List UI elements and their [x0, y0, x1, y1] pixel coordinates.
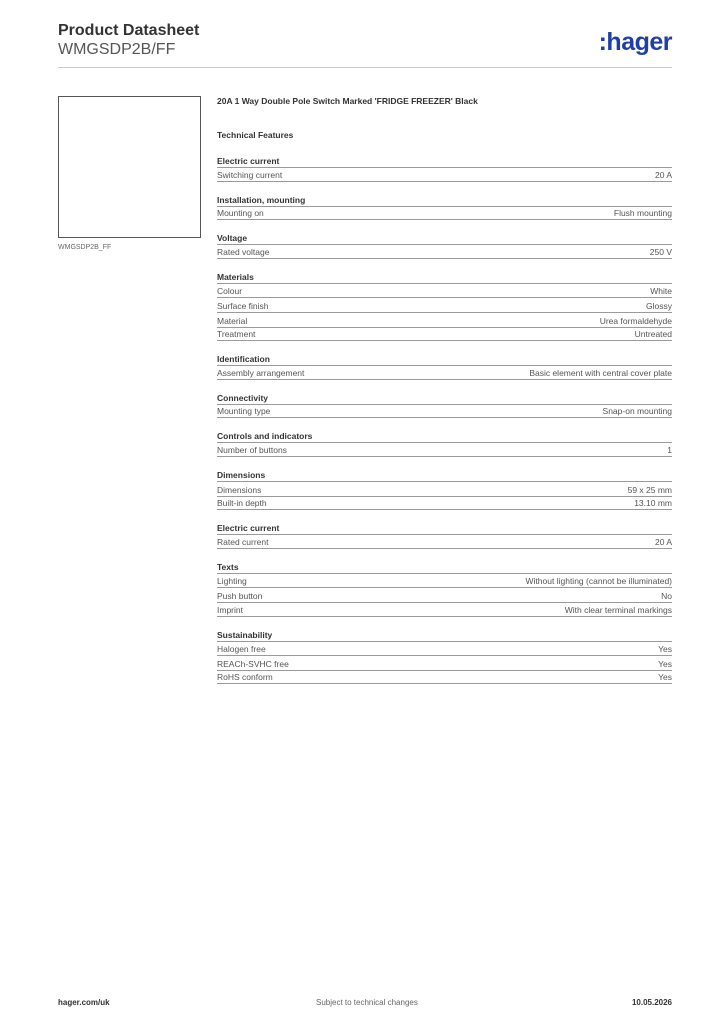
- spec-label: Switching current: [217, 169, 283, 180]
- spec-rows: [217, 206, 672, 221]
- spec-label: RoHS conform: [217, 672, 273, 683]
- spec-group-title: Sustainability: [217, 629, 273, 640]
- spec-value: Untreated: [634, 329, 672, 340]
- features-heading: Technical Features: [217, 130, 294, 140]
- spec-label: Built-in depth: [217, 498, 267, 509]
- spec-group: [217, 194, 672, 221]
- spec-row: [217, 404, 672, 419]
- spec-group: [217, 232, 672, 259]
- spec-value: Snap-on mounting: [602, 406, 672, 417]
- spec-group-title: Controls and indicators: [217, 431, 313, 442]
- spec-rows: [217, 481, 672, 510]
- spec-label: REACh-SVHC free: [217, 658, 289, 669]
- spec-rows: [217, 534, 672, 549]
- spec-label: Surface finish: [217, 300, 269, 311]
- spec-group-title: Voltage: [217, 233, 248, 244]
- spec-group: [217, 353, 672, 380]
- spec-value: 1: [667, 444, 672, 455]
- spec-row: [217, 206, 672, 221]
- spec-label: Mounting type: [217, 406, 271, 417]
- spec-value: Yes: [658, 644, 672, 655]
- spec-group-title: Electric current: [217, 156, 280, 166]
- spec-value: 250 V: [649, 246, 672, 257]
- spec-value: 20 A: [654, 169, 672, 180]
- spec-group: [217, 522, 672, 549]
- spec-row: [217, 365, 672, 380]
- spec-value: Flush mounting: [613, 208, 672, 219]
- spec-row: [217, 283, 672, 298]
- footer-date: 10.05.2026: [631, 998, 672, 1007]
- document-title: Product Datasheet: [58, 22, 200, 39]
- spec-row: [217, 534, 672, 549]
- spec-label: Material: [217, 315, 248, 326]
- spec-rows: [217, 641, 672, 685]
- spec-group: [217, 155, 672, 182]
- product-title: 20A 1 Way Double Pole Switch Marked 'FRIDGE FREEZER' Black: [217, 96, 478, 106]
- spec-group: [217, 629, 672, 685]
- spec-group-title: Dimensions: [217, 469, 266, 480]
- spec-value: Yes: [658, 672, 672, 683]
- spec-group: [217, 561, 672, 617]
- spec-value: Yes: [658, 658, 672, 669]
- spec-value: 59 x 25 mm: [627, 484, 672, 495]
- spec-row: [217, 641, 672, 656]
- spec-groups: [217, 155, 672, 684]
- spec-row: [217, 496, 672, 511]
- spec-group-title: Electric current: [217, 523, 280, 534]
- spec-label: Number of buttons: [217, 444, 287, 455]
- spec-group-title: Connectivity: [217, 392, 269, 403]
- spec-label: Rated current: [217, 536, 269, 547]
- spec-label: Lighting: [217, 576, 247, 587]
- spec-rows: [217, 404, 672, 419]
- hager-logo: :hager: [598, 28, 672, 56]
- spec-rows: [217, 283, 672, 341]
- spec-row: [217, 297, 672, 312]
- spec-group-title: Materials: [217, 271, 254, 282]
- spec-label: Push button: [217, 590, 263, 601]
- spec-label: Dimensions: [217, 484, 262, 495]
- spec-value: White: [650, 286, 672, 297]
- spec-label: Colour: [217, 286, 243, 297]
- spec-rows: [217, 573, 672, 617]
- spec-content: [217, 95, 672, 684]
- spec-value: 13.10 mm: [634, 498, 672, 509]
- spec-value: Without lighting (cannot be illuminated): [525, 576, 672, 587]
- page-header: [58, 20, 672, 68]
- spec-group: [217, 469, 672, 510]
- spec-label: Mounting on: [217, 208, 264, 219]
- spec-row: [217, 442, 672, 457]
- spec-rows: [217, 442, 672, 457]
- spec-label: Assembly arrangement: [217, 367, 305, 378]
- product-image: [58, 96, 201, 238]
- spec-row: [217, 481, 672, 496]
- image-caption: WMGSDP2B_FF: [58, 244, 112, 251]
- spec-rows: [217, 244, 672, 259]
- page-footer: [58, 998, 672, 1010]
- spec-row: [217, 602, 672, 617]
- spec-value: No: [661, 590, 672, 601]
- spec-row: [217, 327, 672, 342]
- spec-row: [217, 655, 672, 670]
- spec-value: With clear terminal markings: [564, 604, 672, 615]
- footer-notice: Subject to technical changes: [316, 998, 418, 1007]
- spec-group: [217, 392, 672, 419]
- spec-rows: [217, 167, 672, 182]
- spec-rows: [217, 365, 672, 380]
- spec-row: [217, 244, 672, 259]
- spec-row: [217, 312, 672, 327]
- spec-value: Urea formaldehyde: [599, 315, 672, 326]
- spec-label: Rated voltage: [217, 246, 270, 257]
- product-code: WMGSDP2B/FF: [58, 41, 176, 58]
- spec-value: Glossy: [646, 300, 672, 311]
- spec-value: 20 A: [654, 536, 672, 547]
- spec-label: Treatment: [217, 329, 256, 340]
- footer-website-link[interactable]: hager.com/uk: [58, 998, 110, 1007]
- spec-row: [217, 587, 672, 602]
- spec-group-title: Identification: [217, 354, 270, 365]
- spec-label: Imprint: [217, 604, 243, 615]
- spec-row: [217, 573, 672, 588]
- spec-row: [217, 670, 672, 685]
- spec-group-title: Texts: [217, 561, 239, 572]
- spec-label: Halogen free: [217, 644, 266, 655]
- spec-group-title: Installation, mounting: [217, 194, 306, 205]
- spec-row: [217, 167, 672, 182]
- spec-value: Basic element with central cover plate: [529, 367, 672, 378]
- spec-group: [217, 271, 672, 341]
- spec-group: [217, 430, 672, 457]
